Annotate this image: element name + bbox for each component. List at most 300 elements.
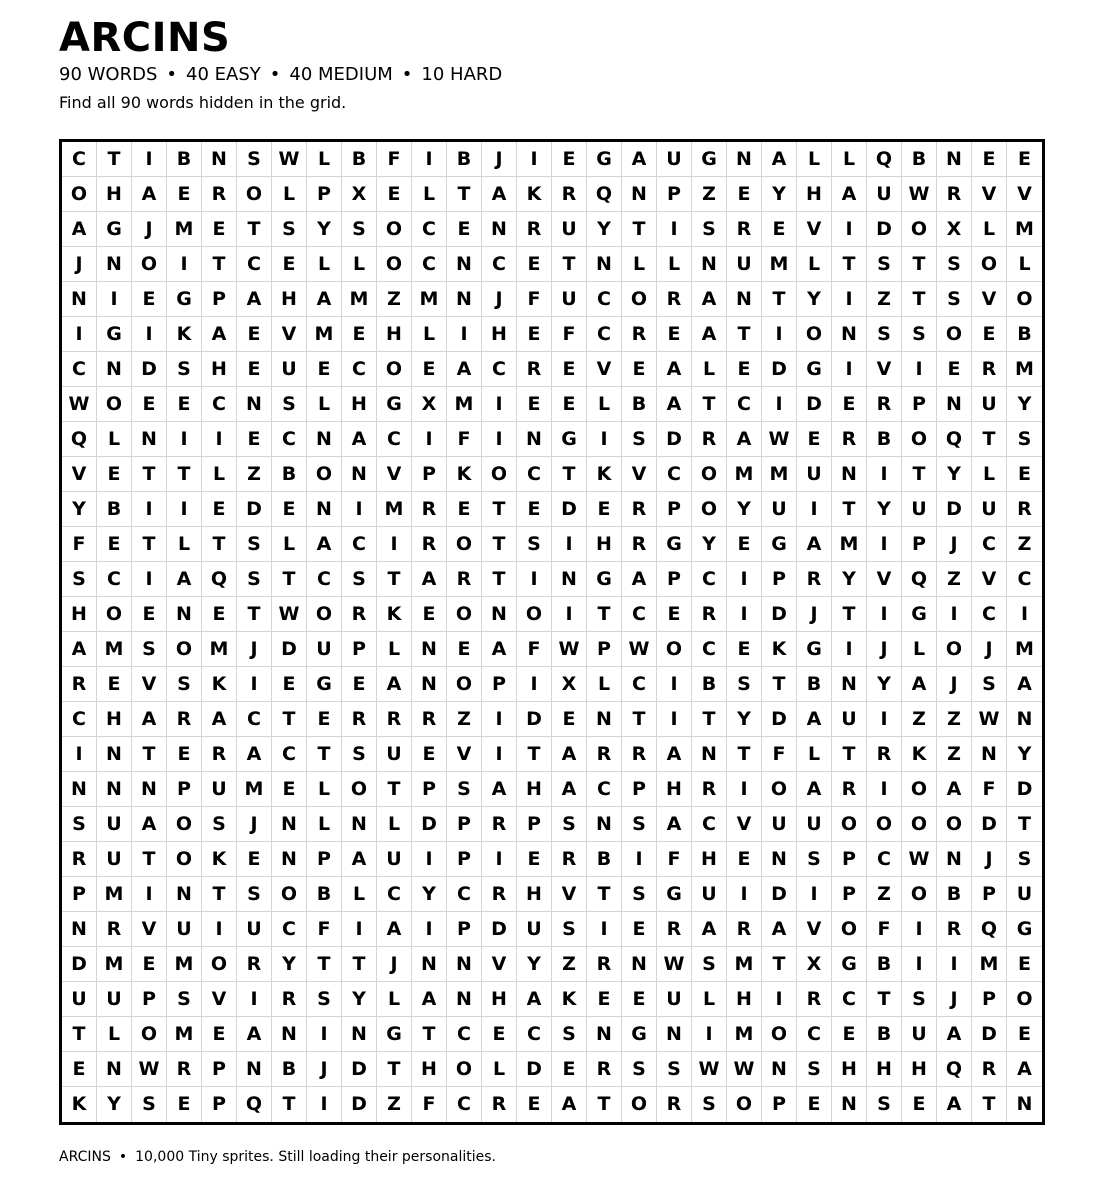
grid-cell[interactable]: N xyxy=(937,842,972,877)
grid-cell[interactable]: F xyxy=(517,632,552,667)
grid-cell[interactable]: N xyxy=(272,807,307,842)
grid-cell[interactable]: C xyxy=(377,877,412,912)
grid-cell[interactable]: I xyxy=(167,492,202,527)
grid-cell[interactable]: L xyxy=(307,387,342,422)
grid-cell[interactable]: F xyxy=(867,912,902,947)
grid-cell[interactable]: E xyxy=(727,527,762,562)
grid-cell[interactable]: C xyxy=(482,247,517,282)
grid-cell[interactable]: Y xyxy=(797,282,832,317)
grid-cell[interactable]: A xyxy=(132,177,167,212)
grid-cell[interactable]: T xyxy=(762,667,797,702)
grid-cell[interactable]: C xyxy=(797,1017,832,1052)
grid-cell[interactable]: P xyxy=(762,1087,797,1122)
grid-cell[interactable]: O xyxy=(657,632,692,667)
grid-cell[interactable]: D xyxy=(762,352,797,387)
grid-cell[interactable]: T xyxy=(482,527,517,562)
grid-cell[interactable]: I xyxy=(482,737,517,772)
grid-cell[interactable]: I xyxy=(132,492,167,527)
grid-cell[interactable]: L xyxy=(377,632,412,667)
grid-cell[interactable]: F xyxy=(657,842,692,877)
grid-cell[interactable]: T xyxy=(272,702,307,737)
grid-cell[interactable]: O xyxy=(167,807,202,842)
grid-cell[interactable]: H xyxy=(517,877,552,912)
grid-cell[interactable]: T xyxy=(272,1087,307,1122)
grid-cell[interactable]: I xyxy=(447,317,482,352)
grid-cell[interactable]: T xyxy=(202,247,237,282)
grid-cell[interactable]: A xyxy=(622,562,657,597)
grid-cell[interactable]: K xyxy=(202,667,237,702)
grid-cell[interactable]: U xyxy=(832,702,867,737)
grid-cell[interactable]: C xyxy=(342,527,377,562)
grid-cell[interactable]: R xyxy=(657,912,692,947)
grid-cell[interactable]: V xyxy=(622,457,657,492)
grid-cell[interactable]: R xyxy=(167,702,202,737)
grid-cell[interactable]: U xyxy=(377,842,412,877)
grid-cell[interactable]: Y xyxy=(937,457,972,492)
grid-cell[interactable]: B xyxy=(307,877,342,912)
grid-cell[interactable]: N xyxy=(762,1052,797,1087)
grid-cell[interactable]: Y xyxy=(727,492,762,527)
grid-cell[interactable]: S xyxy=(902,317,937,352)
grid-cell[interactable]: J xyxy=(972,632,1007,667)
grid-cell[interactable]: R xyxy=(482,877,517,912)
grid-cell[interactable]: O xyxy=(377,352,412,387)
grid-cell[interactable]: C xyxy=(517,1017,552,1052)
grid-cell[interactable]: I xyxy=(797,492,832,527)
grid-cell[interactable]: O xyxy=(62,177,97,212)
grid-cell[interactable]: Y xyxy=(867,667,902,702)
grid-cell[interactable]: Q xyxy=(62,422,97,457)
grid-cell[interactable]: U xyxy=(797,807,832,842)
grid-cell[interactable]: N xyxy=(412,947,447,982)
grid-cell[interactable]: Y xyxy=(412,877,447,912)
grid-cell[interactable]: J xyxy=(972,842,1007,877)
grid-cell[interactable]: I xyxy=(202,912,237,947)
grid-cell[interactable]: M xyxy=(727,457,762,492)
grid-cell[interactable]: Y xyxy=(1007,737,1042,772)
grid-cell[interactable]: N xyxy=(587,247,622,282)
grid-cell[interactable]: P xyxy=(342,632,377,667)
grid-cell[interactable]: A xyxy=(517,982,552,1017)
grid-cell[interactable]: B xyxy=(937,877,972,912)
grid-cell[interactable]: N xyxy=(762,842,797,877)
grid-cell[interactable]: R xyxy=(482,1087,517,1122)
grid-cell[interactable]: C xyxy=(972,597,1007,632)
grid-cell[interactable]: R xyxy=(587,737,622,772)
grid-cell[interactable]: Z xyxy=(692,177,727,212)
grid-cell[interactable]: E xyxy=(1007,142,1042,177)
grid-cell[interactable]: C xyxy=(657,457,692,492)
grid-cell[interactable]: E xyxy=(412,597,447,632)
grid-cell[interactable]: U xyxy=(377,737,412,772)
grid-cell[interactable]: H xyxy=(412,1052,447,1087)
grid-cell[interactable]: O xyxy=(132,1017,167,1052)
grid-cell[interactable]: C xyxy=(377,422,412,457)
grid-cell[interactable]: O xyxy=(727,1087,762,1122)
grid-cell[interactable]: M xyxy=(727,947,762,982)
grid-cell[interactable]: D xyxy=(517,1052,552,1087)
grid-cell[interactable]: U xyxy=(1007,877,1042,912)
grid-cell[interactable]: C xyxy=(272,737,307,772)
grid-cell[interactable]: N xyxy=(412,632,447,667)
grid-cell[interactable]: U xyxy=(202,772,237,807)
grid-cell[interactable]: U xyxy=(167,912,202,947)
grid-cell[interactable]: V xyxy=(447,737,482,772)
grid-cell[interactable]: Y xyxy=(832,562,867,597)
grid-cell[interactable]: N xyxy=(97,352,132,387)
grid-cell[interactable]: V xyxy=(272,317,307,352)
grid-cell[interactable]: Z xyxy=(937,562,972,597)
grid-cell[interactable]: M xyxy=(762,247,797,282)
grid-cell[interactable]: C xyxy=(517,457,552,492)
grid-cell[interactable]: N xyxy=(237,387,272,422)
grid-cell[interactable]: I xyxy=(762,387,797,422)
grid-cell[interactable]: I xyxy=(867,702,902,737)
grid-cell[interactable]: E xyxy=(237,352,272,387)
grid-cell[interactable]: O xyxy=(377,247,412,282)
grid-cell[interactable]: T xyxy=(202,877,237,912)
grid-cell[interactable]: M xyxy=(727,1017,762,1052)
grid-cell[interactable]: T xyxy=(832,737,867,772)
grid-cell[interactable]: H xyxy=(482,317,517,352)
grid-cell[interactable]: O xyxy=(447,1052,482,1087)
grid-cell[interactable]: E xyxy=(727,352,762,387)
grid-cell[interactable]: V xyxy=(797,212,832,247)
grid-cell[interactable]: N xyxy=(342,807,377,842)
grid-cell[interactable]: A xyxy=(552,737,587,772)
grid-cell[interactable]: O xyxy=(307,457,342,492)
grid-cell[interactable]: J xyxy=(937,667,972,702)
grid-cell[interactable]: Q xyxy=(202,562,237,597)
grid-cell[interactable]: G xyxy=(657,527,692,562)
grid-cell[interactable]: C xyxy=(237,247,272,282)
grid-cell[interactable]: S xyxy=(237,527,272,562)
grid-cell[interactable]: S xyxy=(692,1087,727,1122)
grid-cell[interactable]: Q xyxy=(902,562,937,597)
grid-cell[interactable]: A xyxy=(762,912,797,947)
grid-cell[interactable]: U xyxy=(62,982,97,1017)
grid-cell[interactable]: I xyxy=(867,597,902,632)
grid-cell[interactable]: V xyxy=(552,877,587,912)
grid-cell[interactable]: I xyxy=(412,422,447,457)
grid-cell[interactable]: I xyxy=(587,422,622,457)
grid-cell[interactable]: R xyxy=(517,212,552,247)
grid-cell[interactable]: O xyxy=(517,597,552,632)
grid-cell[interactable]: N xyxy=(1016,1093,1033,1115)
grid-cell[interactable]: S xyxy=(797,842,832,877)
grid-cell[interactable]: O xyxy=(167,632,202,667)
grid-cell[interactable]: L xyxy=(692,352,727,387)
grid-cell[interactable]: E xyxy=(272,772,307,807)
grid-cell[interactable]: A xyxy=(1007,667,1042,702)
word-search-grid[interactable] xyxy=(59,139,1045,1125)
grid-cell[interactable]: N xyxy=(832,457,867,492)
grid-cell[interactable]: T xyxy=(692,702,727,737)
grid-cell[interactable]: O xyxy=(797,317,832,352)
grid-cell[interactable]: O xyxy=(1007,982,1042,1017)
grid-cell[interactable]: N xyxy=(937,387,972,422)
grid-cell[interactable]: N xyxy=(972,737,1007,772)
grid-cell[interactable]: A xyxy=(482,772,517,807)
grid-cell[interactable]: N xyxy=(342,1017,377,1052)
grid-cell[interactable]: S xyxy=(867,1087,902,1122)
grid-cell[interactable]: W xyxy=(272,597,307,632)
grid-cell[interactable]: G xyxy=(587,142,622,177)
grid-cell[interactable]: U xyxy=(517,912,552,947)
grid-cell[interactable]: G xyxy=(622,1017,657,1052)
grid-cell[interactable]: I xyxy=(902,352,937,387)
grid-cell[interactable]: E xyxy=(622,912,657,947)
grid-cell[interactable]: F xyxy=(517,282,552,317)
grid-cell[interactable]: I xyxy=(482,842,517,877)
grid-cell[interactable]: S xyxy=(62,807,97,842)
grid-cell[interactable]: A xyxy=(937,1087,972,1122)
grid-cell[interactable]: L xyxy=(412,177,447,212)
grid-cell[interactable]: H xyxy=(692,842,727,877)
grid-cell[interactable]: E xyxy=(237,422,272,457)
grid-cell[interactable]: L xyxy=(272,527,307,562)
grid-cell[interactable]: S xyxy=(447,772,482,807)
grid-cell[interactable]: I xyxy=(832,632,867,667)
grid-cell[interactable]: I xyxy=(762,982,797,1017)
grid-cell[interactable]: E xyxy=(412,737,447,772)
grid-cell[interactable]: M xyxy=(342,282,377,317)
grid-cell[interactable]: T xyxy=(237,212,272,247)
grid-cell[interactable]: G xyxy=(657,877,692,912)
grid-cell[interactable]: T xyxy=(132,527,167,562)
grid-cell[interactable]: V xyxy=(867,352,902,387)
grid-cell[interactable]: S xyxy=(132,632,167,667)
grid-cell[interactable]: I xyxy=(482,702,517,737)
grid-cell[interactable]: R xyxy=(797,982,832,1017)
grid-cell[interactable]: I xyxy=(552,597,587,632)
grid-cell[interactable]: L xyxy=(972,212,1007,247)
grid-cell[interactable]: A xyxy=(937,1017,972,1052)
grid-cell[interactable]: T xyxy=(972,422,1007,457)
grid-cell[interactable]: R xyxy=(622,317,657,352)
grid-cell[interactable]: E xyxy=(972,142,1007,177)
grid-cell[interactable]: U xyxy=(97,807,132,842)
grid-cell[interactable]: E xyxy=(447,632,482,667)
grid-cell[interactable]: E xyxy=(202,1017,237,1052)
grid-cell[interactable]: I xyxy=(762,317,797,352)
grid-cell[interactable]: S xyxy=(342,562,377,597)
grid-cell[interactable]: O xyxy=(622,1087,657,1122)
grid-cell[interactable]: V xyxy=(727,807,762,842)
grid-cell[interactable]: O xyxy=(482,457,517,492)
grid-cell[interactable]: J xyxy=(237,632,272,667)
grid-cell[interactable]: Y xyxy=(342,982,377,1017)
grid-cell[interactable]: T xyxy=(307,737,342,772)
grid-cell[interactable]: Z xyxy=(902,702,937,737)
grid-cell[interactable]: V xyxy=(972,282,1007,317)
grid-cell[interactable]: L xyxy=(482,1052,517,1087)
grid-cell[interactable]: G xyxy=(832,947,867,982)
grid-cell[interactable]: A xyxy=(62,632,97,667)
grid-cell[interactable]: L xyxy=(412,317,447,352)
grid-cell[interactable]: P xyxy=(972,982,1007,1017)
grid-cell[interactable]: W xyxy=(727,1052,762,1087)
grid-cell[interactable]: U xyxy=(762,492,797,527)
grid-cell[interactable]: L xyxy=(307,142,342,177)
grid-cell[interactable]: C xyxy=(832,982,867,1017)
grid-cell[interactable]: G xyxy=(97,212,132,247)
grid-cell[interactable]: X xyxy=(412,387,447,422)
grid-cell[interactable]: C xyxy=(412,212,447,247)
grid-cell[interactable]: I xyxy=(867,772,902,807)
grid-cell[interactable]: U xyxy=(902,492,937,527)
grid-cell[interactable]: R xyxy=(62,842,97,877)
grid-cell[interactable]: R xyxy=(972,352,1007,387)
grid-cell[interactable]: R xyxy=(622,737,657,772)
grid-cell[interactable]: I xyxy=(622,842,657,877)
grid-cell[interactable]: T xyxy=(517,737,552,772)
grid-cell[interactable]: H xyxy=(867,1052,902,1087)
grid-cell[interactable]: R xyxy=(587,1052,622,1087)
grid-cell[interactable]: M xyxy=(1007,352,1042,387)
grid-cell[interactable]: E xyxy=(972,317,1007,352)
grid-cell[interactable]: J xyxy=(937,982,972,1017)
grid-cell[interactable]: H xyxy=(97,177,132,212)
grid-cell[interactable]: V xyxy=(587,352,622,387)
grid-cell[interactable]: S xyxy=(552,1017,587,1052)
grid-cell[interactable]: C xyxy=(447,1087,482,1122)
grid-cell[interactable]: V xyxy=(867,562,902,597)
grid-cell[interactable]: N xyxy=(97,737,132,772)
grid-cell[interactable]: N xyxy=(202,142,237,177)
grid-cell[interactable]: C xyxy=(587,772,622,807)
grid-cell[interactable]: E xyxy=(97,527,132,562)
grid-cell[interactable]: P xyxy=(447,912,482,947)
grid-cell[interactable]: N xyxy=(657,1017,692,1052)
grid-cell[interactable]: J xyxy=(867,632,902,667)
grid-cell[interactable]: T xyxy=(62,1017,97,1052)
grid-cell[interactable]: R xyxy=(202,177,237,212)
grid-cell[interactable]: E xyxy=(797,422,832,457)
grid-cell[interactable]: B xyxy=(587,842,622,877)
grid-cell[interactable]: R xyxy=(657,1087,692,1122)
grid-cell[interactable]: A xyxy=(447,352,482,387)
grid-cell[interactable]: T xyxy=(867,982,902,1017)
grid-cell[interactable]: Y xyxy=(97,1087,132,1122)
grid-cell[interactable]: G xyxy=(167,282,202,317)
grid-cell[interactable]: V xyxy=(482,947,517,982)
grid-cell[interactable]: T xyxy=(762,947,797,982)
grid-cell[interactable]: Q xyxy=(867,142,902,177)
grid-cell[interactable]: T xyxy=(762,282,797,317)
grid-cell[interactable]: B xyxy=(867,422,902,457)
grid-cell[interactable]: F xyxy=(307,912,342,947)
grid-cell[interactable]: N xyxy=(552,562,587,597)
grid-cell[interactable]: T xyxy=(832,492,867,527)
grid-cell[interactable]: O xyxy=(97,387,132,422)
grid-cell[interactable]: I xyxy=(692,1017,727,1052)
grid-cell[interactable]: N xyxy=(97,772,132,807)
grid-cell[interactable]: V xyxy=(62,457,97,492)
grid-cell[interactable]: A xyxy=(692,912,727,947)
grid-cell[interactable]: B xyxy=(342,142,377,177)
grid-cell[interactable]: N xyxy=(447,282,482,317)
grid-cell[interactable]: C xyxy=(972,527,1007,562)
grid-cell[interactable]: K xyxy=(62,1087,97,1122)
grid-cell[interactable]: I xyxy=(307,1017,342,1052)
grid-cell[interactable]: E xyxy=(237,317,272,352)
grid-cell[interactable]: T xyxy=(622,702,657,737)
grid-cell[interactable]: T xyxy=(377,562,412,597)
grid-cell[interactable]: A xyxy=(62,212,97,247)
grid-cell[interactable]: G xyxy=(377,1017,412,1052)
grid-cell[interactable]: L xyxy=(832,142,867,177)
grid-cell[interactable]: C xyxy=(97,562,132,597)
grid-cell[interactable]: R xyxy=(517,352,552,387)
grid-cell[interactable]: D xyxy=(867,212,902,247)
grid-cell[interactable]: D xyxy=(937,492,972,527)
grid-cell[interactable]: F xyxy=(447,422,482,457)
grid-cell[interactable]: T xyxy=(902,457,937,492)
grid-cell[interactable]: F xyxy=(552,317,587,352)
grid-cell[interactable]: Z xyxy=(447,702,482,737)
grid-cell[interactable]: R xyxy=(692,597,727,632)
grid-cell[interactable]: A xyxy=(132,702,167,737)
grid-cell[interactable]: B xyxy=(692,667,727,702)
grid-cell[interactable]: B xyxy=(272,457,307,492)
grid-cell[interactable]: S xyxy=(867,247,902,282)
grid-cell[interactable]: C xyxy=(237,702,272,737)
grid-cell[interactable]: Z xyxy=(867,877,902,912)
grid-cell[interactable]: S xyxy=(552,807,587,842)
grid-cell[interactable]: R xyxy=(482,807,517,842)
grid-cell[interactable]: P xyxy=(202,1087,237,1122)
grid-cell[interactable]: O xyxy=(447,597,482,632)
grid-cell[interactable]: M xyxy=(412,282,447,317)
grid-cell[interactable]: E xyxy=(447,212,482,247)
grid-cell[interactable]: U xyxy=(867,177,902,212)
grid-cell[interactable]: C xyxy=(692,632,727,667)
grid-cell[interactable]: A xyxy=(797,527,832,562)
grid-cell[interactable]: N xyxy=(307,492,342,527)
grid-cell[interactable]: N xyxy=(832,317,867,352)
grid-cell[interactable]: P xyxy=(657,177,692,212)
grid-cell[interactable]: G xyxy=(797,632,832,667)
grid-cell[interactable]: L xyxy=(797,737,832,772)
grid-cell[interactable]: E xyxy=(1007,1017,1042,1052)
grid-cell[interactable]: R xyxy=(867,737,902,772)
grid-cell[interactable]: N xyxy=(482,212,517,247)
grid-cell[interactable]: L xyxy=(377,807,412,842)
grid-cell[interactable]: A xyxy=(622,142,657,177)
grid-cell[interactable]: L xyxy=(902,632,937,667)
grid-cell[interactable]: S xyxy=(692,947,727,982)
grid-cell[interactable]: R xyxy=(552,177,587,212)
grid-cell[interactable]: O xyxy=(972,247,1007,282)
grid-cell[interactable]: I xyxy=(517,667,552,702)
grid-cell[interactable]: O xyxy=(902,212,937,247)
grid-cell[interactable]: H xyxy=(342,387,377,422)
grid-cell[interactable]: O xyxy=(97,597,132,632)
grid-cell[interactable]: U xyxy=(272,352,307,387)
grid-cell[interactable]: A xyxy=(132,807,167,842)
grid-cell[interactable]: C xyxy=(447,877,482,912)
grid-cell[interactable]: S xyxy=(237,142,272,177)
grid-cell[interactable]: U xyxy=(97,842,132,877)
grid-cell[interactable]: I xyxy=(937,597,972,632)
grid-cell[interactable]: O xyxy=(902,772,937,807)
grid-cell[interactable]: S xyxy=(937,282,972,317)
grid-cell[interactable]: I xyxy=(517,562,552,597)
grid-cell[interactable]: H xyxy=(377,317,412,352)
grid-cell[interactable]: L xyxy=(307,807,342,842)
grid-cell[interactable]: S xyxy=(62,562,97,597)
